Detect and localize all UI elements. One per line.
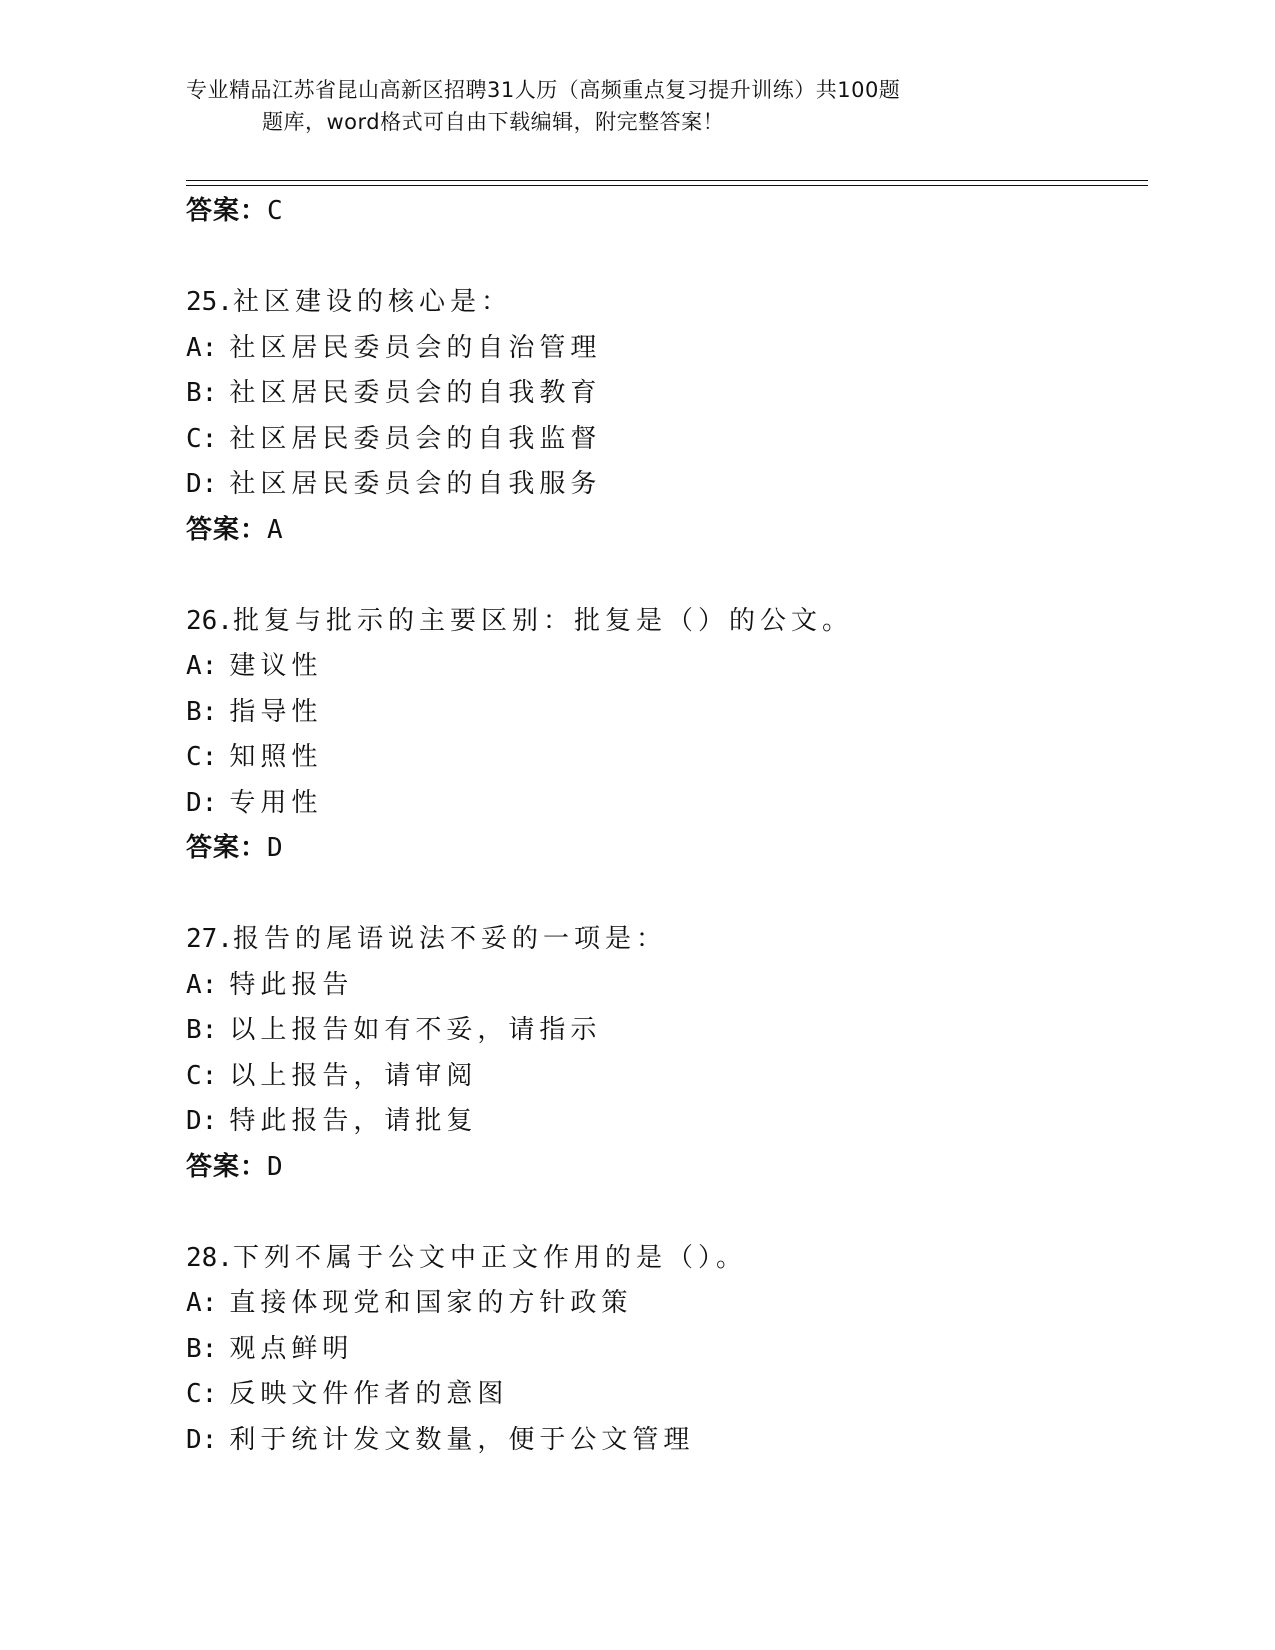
option-c [186,417,1146,463]
question-stem: 批复与批示的主要区别：批复是（）的公文。 [232,605,853,636]
answer-value: A [267,514,284,545]
question-number: 25. [186,287,233,317]
option-d [186,1418,1146,1464]
question-number: 27. [186,924,233,954]
option-text: 直接体现党和国家的方针政策 [229,1288,633,1318]
option-text: 以上报告如有不妥，请指示 [229,1015,602,1045]
option-label: C: [186,1060,218,1091]
question-text [186,280,1146,326]
answer-value: D [267,1151,284,1182]
option-text: 社区居民委员会的自治管理 [229,332,602,363]
option-label: B: [186,1333,218,1364]
question-number: 26. [186,605,233,636]
option-text: 社区居民委员会的自我教育 [229,378,602,408]
option-label: C: [186,423,218,454]
option-b [186,371,1146,417]
option-text: 社区居民委员会的自我监督 [229,423,602,454]
question-number: 28. [186,1242,233,1273]
option-a [186,1281,1146,1327]
option-a [186,644,1146,690]
header-divider-top [186,180,1148,181]
option-text: 以上报告，请审阅 [229,1060,478,1091]
option-text: 社区居民委员会的自我服务 [229,469,602,499]
option-b [186,690,1146,736]
option-a [186,326,1146,372]
spacer [186,234,1146,280]
header-title-line-2: 题库，word格式可自由下载编辑，附完整答案！ [262,110,725,134]
answer-value: D [267,833,284,863]
option-label: D: [186,787,218,818]
option-label: A: [186,651,218,681]
answer-line [186,189,1146,234]
option-c [186,1054,1146,1100]
option-c [186,1372,1146,1418]
option-b [186,1008,1146,1054]
option-label: D: [186,1106,218,1136]
option-label: D: [186,469,218,499]
option-label: A: [186,1288,218,1318]
answer-line [186,826,1146,871]
option-text: 观点鲜明 [229,1333,354,1364]
option-text: 知照性 [229,742,323,772]
header-divider-bottom [186,185,1148,186]
spacer [186,871,1146,917]
question-text [186,599,1146,645]
option-d [186,781,1146,827]
option-b [186,1327,1146,1373]
spacer [186,553,1146,599]
question-stem: 下列不属于公文中正文作用的是（）。 [232,1242,747,1273]
answer-prefix: 答案： [186,514,268,545]
option-text: 建议性 [229,651,323,681]
option-label: B: [186,378,218,408]
question-text [186,917,1146,963]
answer-prefix: 答案： [186,1151,268,1182]
option-text: 指导性 [229,696,323,727]
question-text [186,1236,1146,1282]
option-text: 专用性 [229,787,323,818]
spacer [186,1190,1146,1236]
option-text: 特此报告，请批复 [229,1106,478,1136]
option-label: B: [186,696,218,727]
document-header [186,74,1046,138]
option-text: 利于统计发文数量，便于公文管理 [229,1424,695,1455]
option-label: A: [186,969,218,1000]
answer-prefix: 答案： [186,833,268,863]
option-label: C: [186,1379,218,1409]
option-d [186,1099,1146,1145]
option-label: A: [186,332,218,363]
answer-prefix: 答案： [186,196,268,226]
option-label: D: [186,1424,218,1455]
option-text: 特此报告 [229,969,354,1000]
question-stem: 报告的尾语说法不妥的一项是： [232,924,667,954]
option-text: 反映文件作者的意图 [229,1379,509,1409]
answer-line [186,508,1146,553]
option-label: C: [186,742,218,772]
option-a [186,963,1146,1009]
answer-value: C [267,196,284,226]
option-c [186,735,1146,781]
question-list [186,189,1146,1463]
question-stem: 社区建设的核心是： [232,287,512,317]
option-label: B: [186,1015,218,1045]
option-d [186,462,1146,508]
answer-line [186,1145,1146,1190]
header-title-line-1: 专业精品江苏省昆山高新区招聘31人历（高频重点复习提升训练）共100题 [186,78,901,102]
